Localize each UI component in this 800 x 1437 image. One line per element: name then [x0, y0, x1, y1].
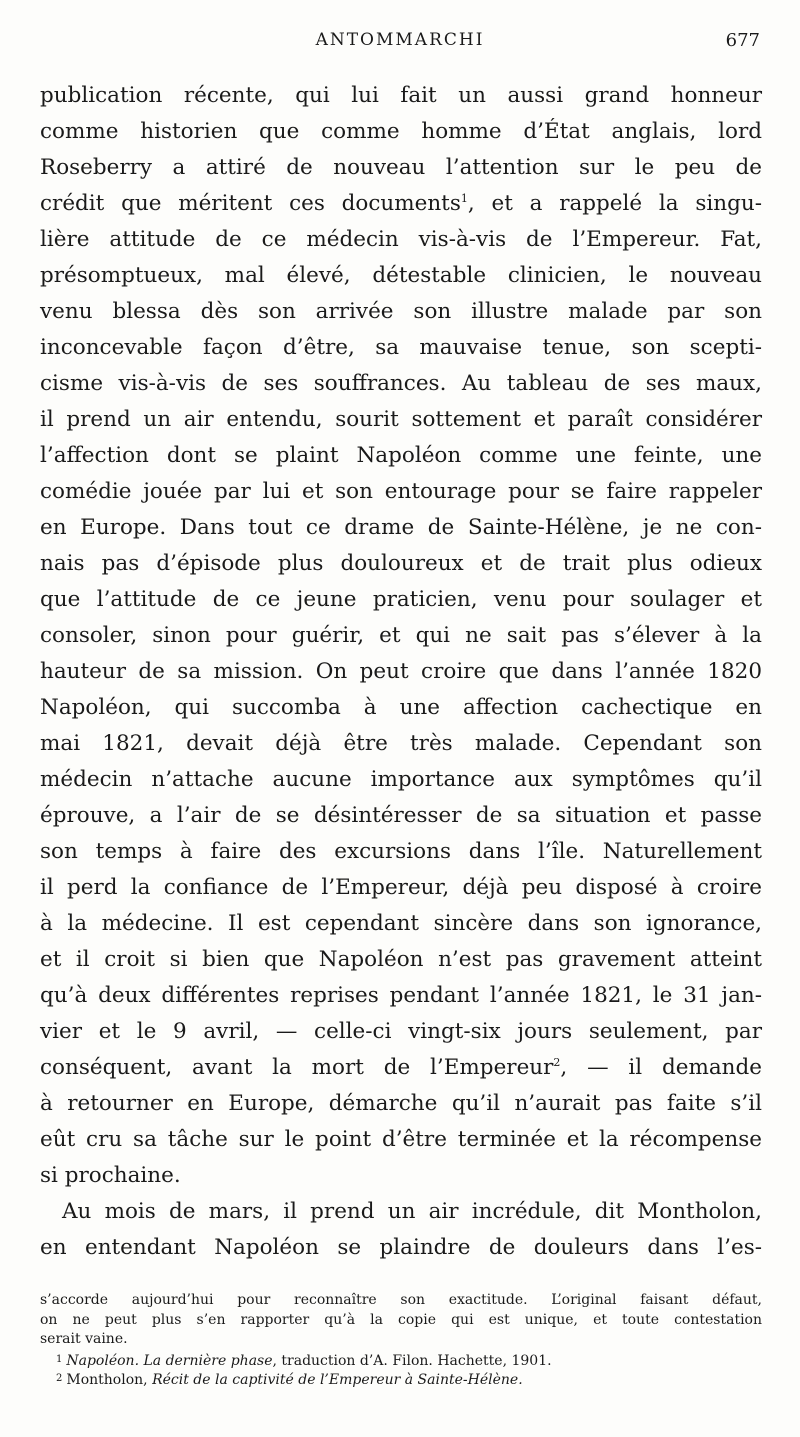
- footnote-title: Récit de la captivité de l’Empereur à Sainte-Hélène.: [152, 1372, 523, 1388]
- text-line: éprouve, a l’air de se désintéresser de sa situation et passe: [40, 803, 762, 828]
- footnote-ref-1: 1: [460, 191, 468, 205]
- text-segment: conséquent, avant la mort de l’Empereur: [40, 1055, 554, 1080]
- text-line: Roseberry a attiré de nouveau l’attention sur le peu de: [40, 155, 762, 180]
- text-line: il prend un air entendu, sourit sottement et paraît considérer: [40, 407, 762, 432]
- text-line: que l’attitude de ce jeune praticien, venu pour soulager et: [40, 587, 762, 612]
- footnote-ref-2: 2: [553, 1055, 561, 1069]
- text-line: hauteur de sa mission. On peut croire que dans l’année 1820: [40, 659, 762, 684]
- text-line: à la médecine. Il est cependant sincère dans son ignorance,: [40, 911, 762, 936]
- footnote-1: [40, 1350, 762, 1370]
- text-line: en entendant Napoléon se plaindre de douleurs dans l’es-: [40, 1235, 762, 1260]
- text-segment: crédit que méritent ces documents: [40, 191, 461, 216]
- text-line: en Europe. Dans tout ce drame de Sainte-Hélène, je ne con-: [40, 515, 762, 540]
- text-line: il perd la confiance de l’Empereur, déjà peu disposé à croire: [40, 875, 762, 900]
- footnote-2: [40, 1369, 762, 1389]
- footnote-text: , traduction d’A. Filon. Hachette, 1901.: [272, 1352, 552, 1369]
- footnote-author: Montholon,: [66, 1372, 153, 1388]
- text-line: [40, 1050, 762, 1086]
- text-line: l’affection dont se plaint Napoléon comme une feinte, une: [40, 443, 762, 468]
- text-line: à retourner en Europe, démarche qu’il n’aurait pas faite s’il: [40, 1091, 762, 1116]
- text-line: mai 1821, devait déjà être très malade. Cependant son: [40, 731, 762, 756]
- footnote-continuation-line: on ne peut plus s’en rapporter qu’à la copie qui est unique, et toute contestation: [40, 1311, 762, 1328]
- text-line: lière attitude de ce médecin vis-à-vis de l’Empereur. Fat,: [40, 227, 762, 252]
- running-head: [40, 30, 760, 60]
- footnote-title: Napoléon. La dernière phase: [66, 1352, 273, 1369]
- text-line: inconcevable façon d’être, sa mauvaise tenue, son scepti-: [40, 335, 762, 360]
- text-line: Napoléon, qui succomba à une affection cachectique en: [40, 695, 762, 720]
- text-line: venu blessa dès son arrivée son illustre malade par son: [40, 299, 762, 324]
- text-line: eût cru sa tâche sur le point d’être terminée et la récompense: [40, 1127, 762, 1152]
- text-line: cisme vis-à-vis de ses souffrances. Au tableau de ses maux,: [40, 371, 762, 396]
- body-text: [40, 78, 762, 1266]
- text-line: publication récente, qui lui fait un aussi grand honneur: [40, 83, 762, 108]
- text-line: comme historien que comme homme d’État anglais, lord: [40, 119, 762, 144]
- footnote-number: 1: [56, 1353, 63, 1365]
- text-line: médecin n’attache aucune importance aux symptômes qu’il: [40, 767, 762, 792]
- text-segment: , et a rappelé la singu-: [467, 191, 762, 216]
- text-line: qu’à deux différentes reprises pendant l’année 1821, le 31 jan-: [40, 983, 762, 1008]
- footnote-number: 2: [56, 1373, 63, 1384]
- text-line: et il croit si bien que Napoléon n’est pas gravement atteint: [40, 947, 762, 972]
- text-line: consoler, sinon pour guérir, et qui ne sait pas s’élever à la: [40, 623, 762, 648]
- footnote-continuation-line: s’accorde aujourd’hui pour reconnaître son exactitude. L’original faisant défaut,: [40, 1292, 762, 1308]
- paragraph-end-line: si prochaine.: [40, 1163, 181, 1188]
- text-line: comédie jouée par lui et son entourage pour se faire rappeler: [40, 479, 762, 504]
- text-line: vier et le 9 avril, — celle-ci vingt-six jours seulement, par: [40, 1019, 762, 1044]
- text-line: nais pas d’épisode plus douloureux et de trait plus odieux: [40, 551, 762, 576]
- paragraph-start-line: Au mois de mars, il prend un air incrédule, dit Montholon,: [62, 1199, 762, 1224]
- running-title: ANTOMMARCHI: [315, 30, 485, 50]
- footnotes: [40, 1291, 762, 1389]
- text-line: son temps à faire des excursions dans l’île. Naturellement: [40, 839, 762, 864]
- text-line: [40, 186, 762, 222]
- page-number: 677: [725, 30, 760, 51]
- text-line: présomptueux, mal élevé, détestable clinicien, le nouveau: [40, 263, 762, 288]
- footnote-continuation-line: serait vaine.: [40, 1331, 128, 1347]
- text-segment: , — il demande: [560, 1055, 762, 1080]
